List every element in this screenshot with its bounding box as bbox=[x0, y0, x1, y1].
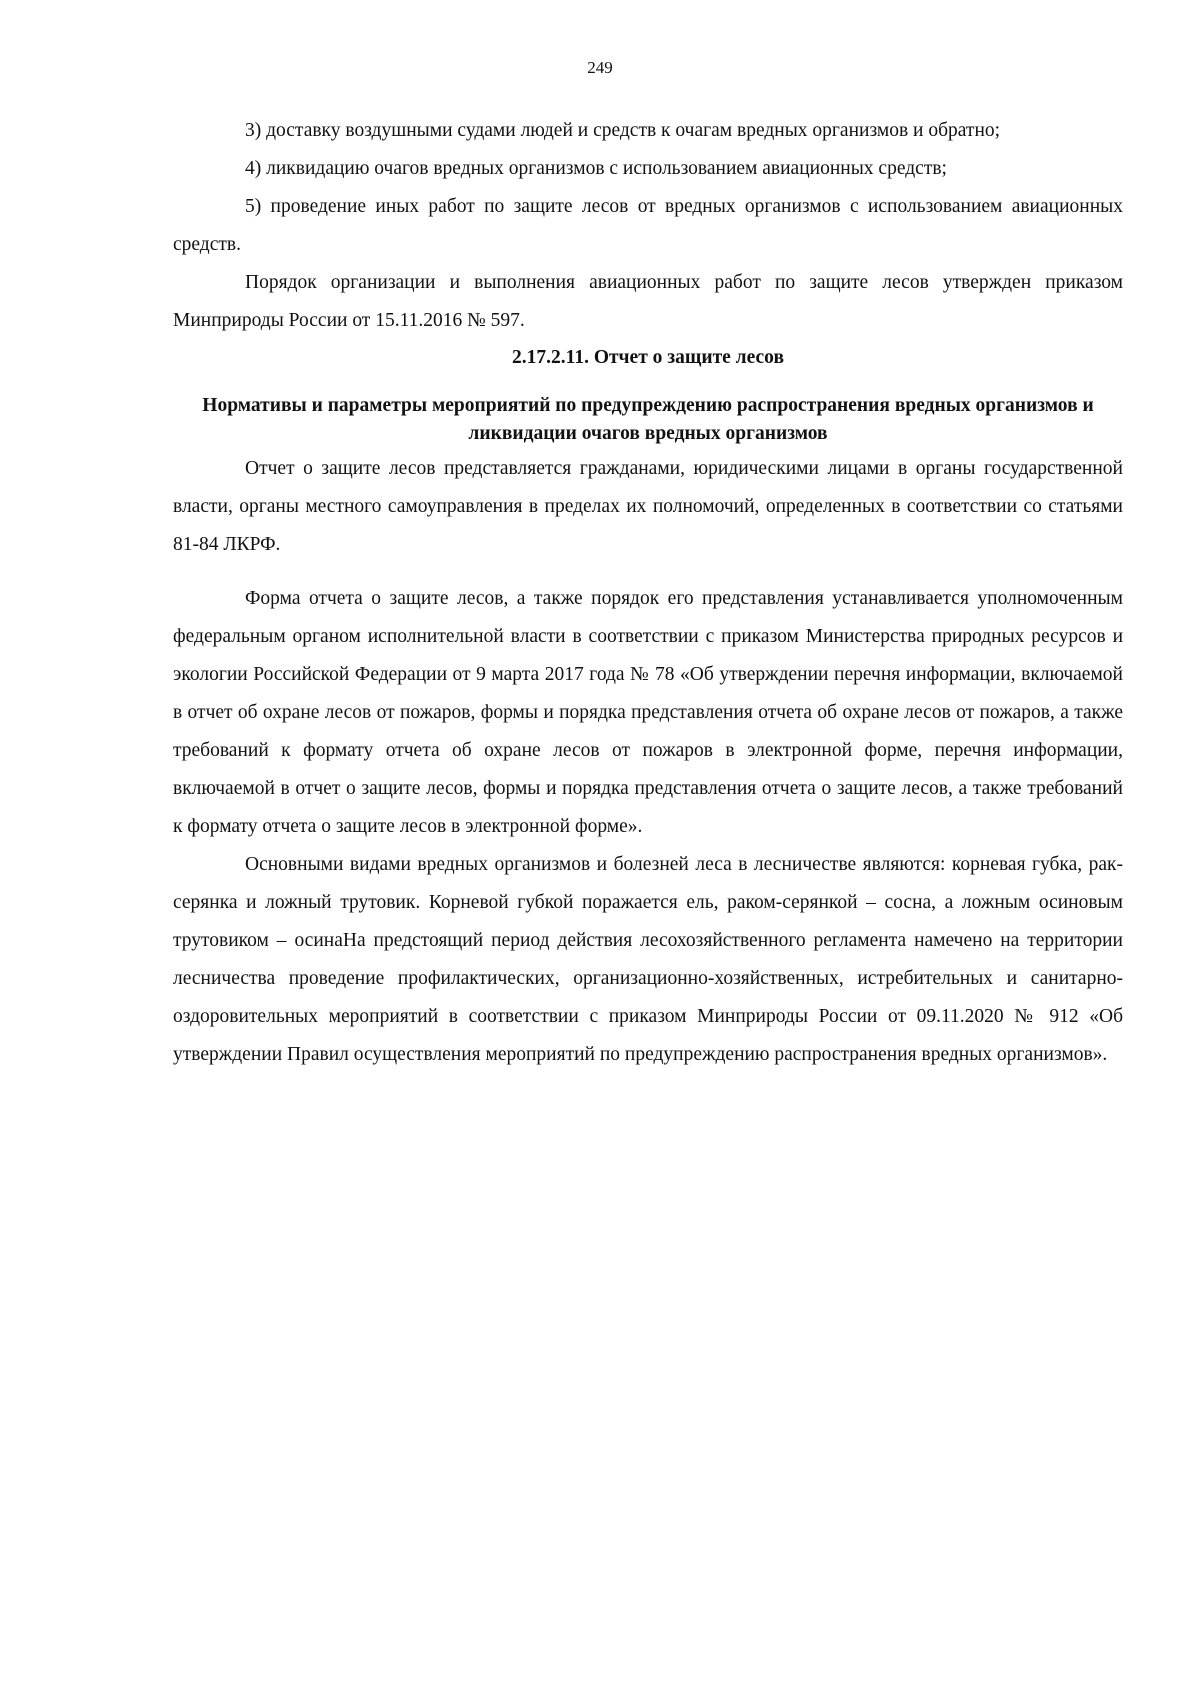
form-paragraph: Форма отчета о защите лесов, а также порядок его представления устанавливается уполномоченным федеральным органом исполнительной власти в соответствии с приказом Министерства природных ресурсов и экологии Российской Федерации от 9 марта 2017 года № 78 «Об утверждении перечня информации, включаемой в отчет об охране лесов от пожаров, формы и порядка представления отчета об охране лесов от пожаров, а также требований к формату отчета об охране лесов от пожаров в электронной форме, перечня информации, включаемой в отчет о защите лесов, формы и порядка представления отчета о защите лесов, а также требований к формату отчета о защите лесов в электронной форме». bbox=[173, 588, 1123, 837]
section-heading: 2.17.2.11. Отчет о защите лесов bbox=[512, 347, 784, 368]
page-number: 249 bbox=[587, 58, 613, 77]
list-item-other-works: 5) проведение иных работ по защите лесов от вредных организмов с использованием авиационных средств. bbox=[173, 196, 1123, 255]
list-item-pest-elimination: 4) ликвидацию очагов вредных организмов с использованием авиационных средств; bbox=[245, 158, 947, 179]
list-item-air-delivery: 3) доставку воздушными судами людей и средств к очагам вредных организмов и обратно; bbox=[245, 120, 1001, 141]
page-content bbox=[173, 112, 1123, 1074]
order-paragraph: Порядок организации и выполнения авиационных работ по защите лесов утвержден приказом Минприроды России от 15.11.2016 № 597. bbox=[173, 272, 1123, 331]
report-paragraph: Отчет о защите лесов представляется гражданами, юридическими лицами в органы государственной власти, органы местного самоуправления в пределах их полномочий, определенных в соответствии со статьями 81-84 ЛКРФ. bbox=[173, 458, 1123, 555]
norms-heading: Нормативы и параметры мероприятий по предупреждению распространения вредных организмов и ликвидации очагов вредных организмов bbox=[202, 395, 1094, 444]
pests-paragraph: Основными видами вредных организмов и болезней леса в лесничестве являются: корневая губка, рак-серянка и ложный трутовик. Корневой губкой поражается ель, раком-серянкой – сосна, а ложным осиновым трутовиком – осинаНа предстоящий период действия лесохозяйственного регламента намечено на территории лесничества проведение профилактических, организационно-хозяйственных, истребительных и санитарно-оздоровительных мероприятий в соответствии с приказом Минприроды России от 09.11.2020 № 912 «Об утверждении Правил осуществления мероприятий по предупреждению распространения вредных организмов». bbox=[173, 854, 1123, 1065]
